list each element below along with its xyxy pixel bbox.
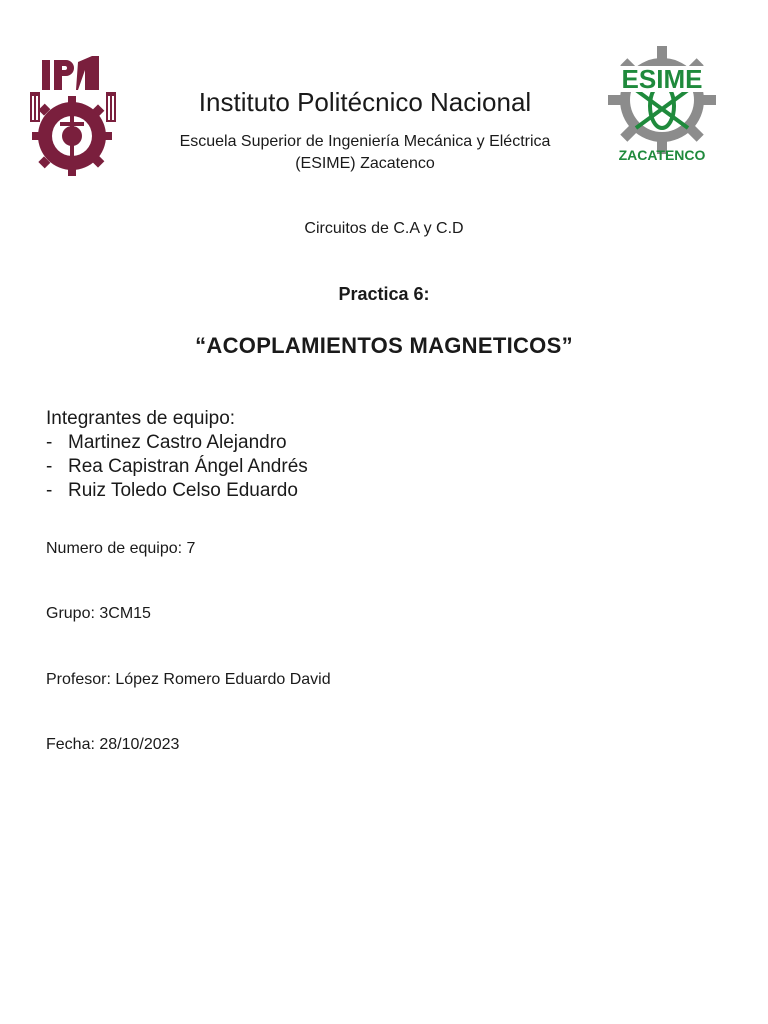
zacatenco-logo-text: ZACATENCO xyxy=(618,147,706,163)
team-members xyxy=(46,407,308,503)
esime-logo-text: ESIME xyxy=(621,64,703,94)
school-name-line1: Escuela Superior de Ingeniería Mecánica y Eléctrica xyxy=(179,133,551,150)
school-name-line2: (ESIME) Zacatenco xyxy=(295,155,435,172)
team-heading: Integrantes de equipo: xyxy=(46,408,236,429)
institution-name: Instituto Politécnico Nacional xyxy=(198,87,532,117)
subject-name: Circuitos de C.A y C.D xyxy=(304,220,464,237)
member-name: Rea Capistran Ángel Andrés xyxy=(68,456,308,477)
professor: Profesor: López Romero Eduardo David xyxy=(46,671,331,688)
list-item xyxy=(46,455,308,479)
member-name: Martinez Castro Alejandro xyxy=(68,432,287,453)
document-title: “ACOPLAMIENTOS MAGNETICOS” xyxy=(195,333,573,358)
esime-logo xyxy=(606,44,718,168)
list-item xyxy=(46,479,308,503)
ipn-logo xyxy=(30,52,116,176)
bullet-dash: - xyxy=(46,456,53,477)
group: Grupo: 3CM15 xyxy=(46,605,151,622)
list-item xyxy=(46,431,308,455)
bullet-dash: - xyxy=(46,480,53,501)
practice-number: Practica 6: xyxy=(338,284,430,304)
school-name xyxy=(140,131,590,175)
member-name: Ruiz Toledo Celso Eduardo xyxy=(68,480,298,501)
team-number: Numero de equipo: 7 xyxy=(46,540,196,557)
date: Fecha: 28/10/2023 xyxy=(46,736,180,753)
bullet-dash: - xyxy=(46,432,53,453)
